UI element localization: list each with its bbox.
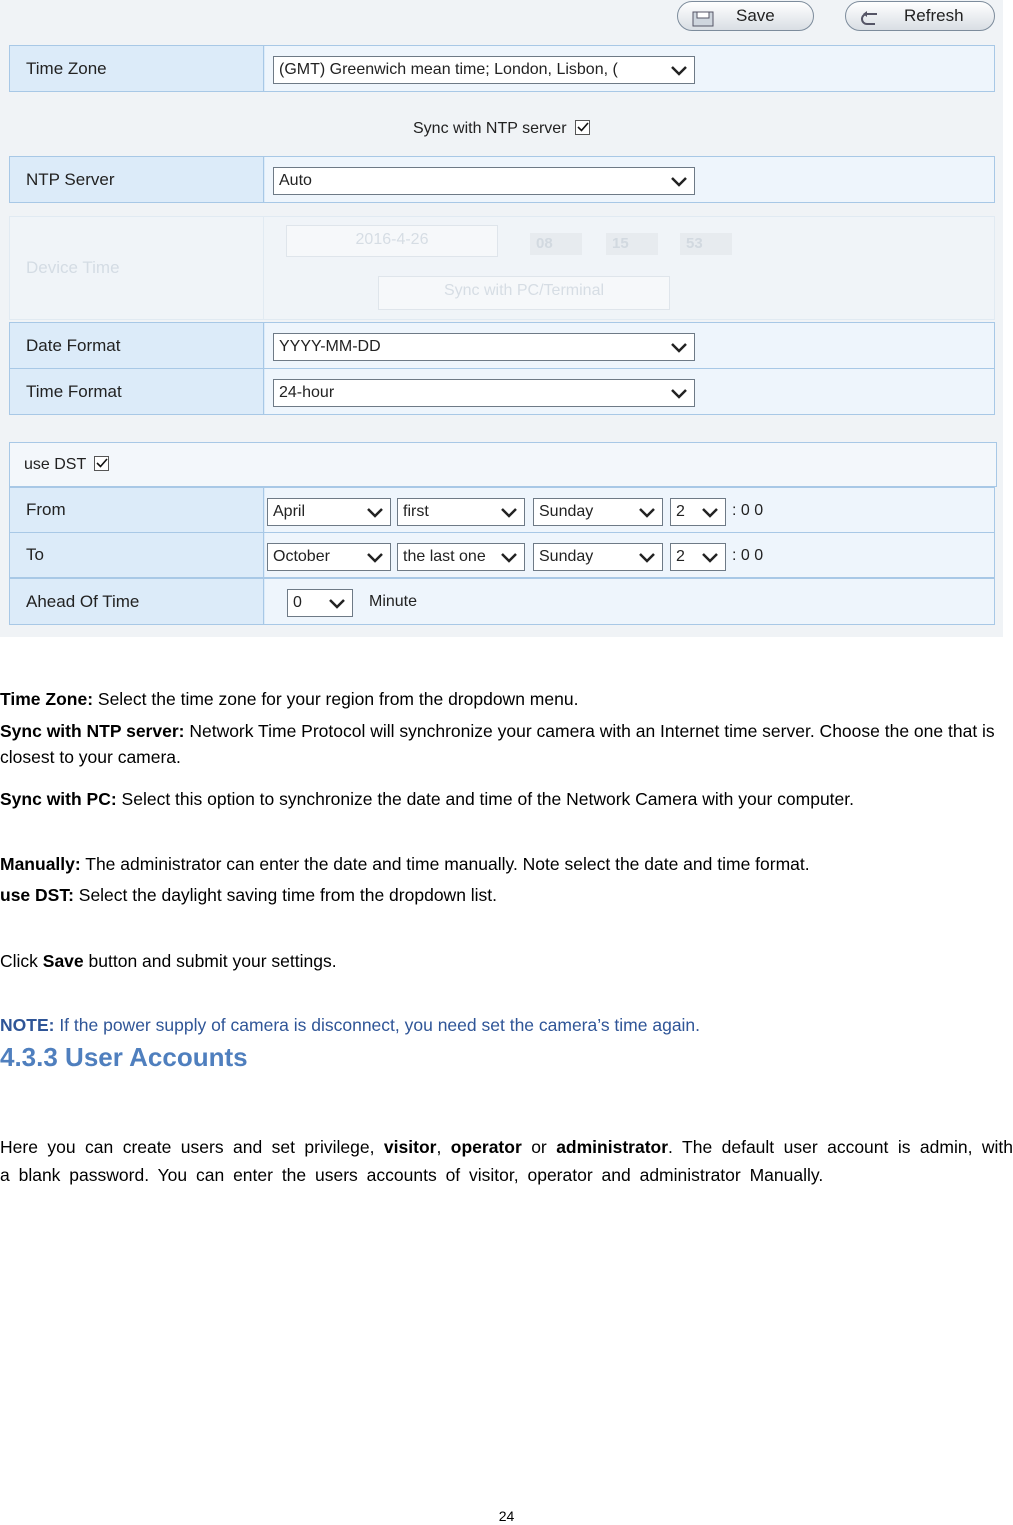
device-time-row (9, 216, 995, 320)
note-desc: If the power supply of camera is disconnect, you need set the camera’s time again. (54, 1015, 701, 1035)
from-hour-select[interactable]: 2 (670, 498, 726, 526)
note-term: NOTE: (0, 1015, 55, 1035)
ntp-server-select[interactable]: Auto (273, 167, 695, 195)
to-month-select[interactable]: October (267, 543, 391, 571)
desc: Select this option to synchronize the date and time of the Network Camera with your computer. (116, 789, 855, 809)
refresh-button-label: Refresh (904, 6, 964, 25)
ua-text-1: Here you can create users and set privilege, (0, 1137, 384, 1157)
ua-text-3: or (521, 1137, 557, 1157)
user-accounts-paragraph (0, 1133, 1013, 1189)
floppy-disk-icon (692, 8, 714, 24)
dst-to-label: To (10, 533, 264, 577)
ahead-of-time-row (9, 578, 995, 625)
time-zone-label: Time Zone (10, 46, 264, 91)
desc: The administrator can enter the date and time manually. Note select the date and time format. (80, 854, 810, 874)
use-dst-label: use DST (24, 456, 86, 473)
refresh-arrow-icon (860, 8, 882, 24)
term: Sync with PC: (0, 789, 117, 809)
term: Manually: (0, 854, 81, 874)
from-minute-suffix: : 0 0 (732, 502, 764, 519)
chevron-down-icon (366, 547, 384, 567)
ua-admin: administrator (556, 1137, 669, 1157)
ua-operator: operator (450, 1137, 522, 1157)
time-format-select[interactable]: 24-hour (273, 379, 695, 407)
dst-to-row (9, 532, 995, 578)
chevron-down-icon (670, 337, 688, 357)
date-format-row (9, 322, 995, 369)
time-settings-panel (0, 0, 1003, 637)
to-minute-suffix: : 0 0 (732, 547, 764, 564)
chevron-down-icon (638, 502, 656, 522)
ua-visitor: visitor (383, 1137, 437, 1157)
ntp-description (0, 718, 1013, 770)
to-day-select[interactable]: Sunday (533, 543, 663, 571)
ahead-of-time-label: Ahead Of Time (10, 579, 264, 624)
term: Time Zone: (0, 689, 94, 709)
device-date-input: 2016-4-26 (286, 225, 498, 257)
desc: Select the daylight saving time from the dropdown list. (73, 885, 498, 905)
save-term: Save (42, 951, 84, 971)
ua-text-4: . The default user account is admin, with a blank password. You can enter the users accounts of visitor, operator and administrator Manually. (0, 1137, 1013, 1185)
device-time-label: Device Time (10, 217, 264, 319)
time-zone-select[interactable]: (GMT) Greenwich mean time; London, Lisbon, ( (273, 56, 695, 84)
to-week-select[interactable]: the last one (397, 543, 525, 571)
sync-pc-description (0, 786, 1013, 812)
time-format-row (9, 368, 995, 415)
dst-from-row (9, 487, 995, 533)
date-format-select[interactable]: YYYY-MM-DD (273, 333, 695, 361)
ahead-of-time-unit: Minute (369, 593, 418, 610)
ntp-server-label: NTP Server (10, 157, 264, 202)
save-button-label: Save (736, 6, 775, 25)
refresh-button[interactable] (845, 1, 995, 31)
term: use DST: (0, 885, 74, 905)
time-zone-row (9, 45, 995, 92)
time-format-label: Time Format (10, 369, 264, 414)
sync-ntp-label: Sync with NTP server (413, 120, 567, 137)
section-heading: 4.3.3 User Accounts (0, 1042, 248, 1072)
device-hour-select: 08 (530, 233, 582, 255)
ua-text-2: , (436, 1137, 451, 1157)
use-dst-description (0, 882, 1013, 908)
chevron-down-icon (701, 502, 719, 522)
chevron-down-icon (500, 547, 518, 567)
use-dst-row (9, 442, 997, 487)
ntp-server-row (9, 156, 995, 203)
device-second-select: 53 (680, 233, 732, 255)
sync-pc-button: Sync with PC/Terminal (378, 276, 670, 310)
chevron-down-icon (328, 593, 346, 613)
save-button[interactable] (677, 1, 814, 31)
sync-ntp-checkbox[interactable] (575, 120, 590, 135)
chevron-down-icon (670, 171, 688, 191)
use-dst-checkbox[interactable] (94, 456, 109, 471)
click-post: button and submit your settings. (83, 951, 337, 971)
chevron-down-icon (638, 547, 656, 567)
note (0, 1012, 1013, 1038)
to-hour-select[interactable]: 2 (670, 543, 726, 571)
chevron-down-icon (701, 547, 719, 567)
desc: Select the time zone for your region from the dropdown menu. (93, 689, 579, 709)
from-week-select[interactable]: first (397, 498, 525, 526)
chevron-down-icon (670, 60, 688, 80)
click-pre: Click (0, 951, 43, 971)
manually-description (0, 851, 1013, 877)
from-month-select[interactable]: April (267, 498, 391, 526)
desc: Network Time Protocol will synchronize your camera with an Internet time server. Choose the one that is closest to your camera. (0, 721, 995, 767)
date-format-label: Date Format (10, 323, 264, 368)
chevron-down-icon (670, 383, 688, 403)
chevron-down-icon (500, 502, 518, 522)
time-zone-description (0, 686, 1013, 712)
click-save-instruction (0, 948, 1013, 974)
page-number: 24 (498, 1508, 515, 1524)
from-day-select[interactable]: Sunday (533, 498, 663, 526)
dst-from-label: From (10, 488, 264, 532)
chevron-down-icon (366, 502, 384, 522)
term: Sync with NTP server: (0, 721, 185, 741)
device-minute-select: 15 (606, 233, 658, 255)
ahead-of-time-select[interactable]: 0 (287, 589, 353, 617)
sync-ntp-line (0, 120, 1003, 138)
